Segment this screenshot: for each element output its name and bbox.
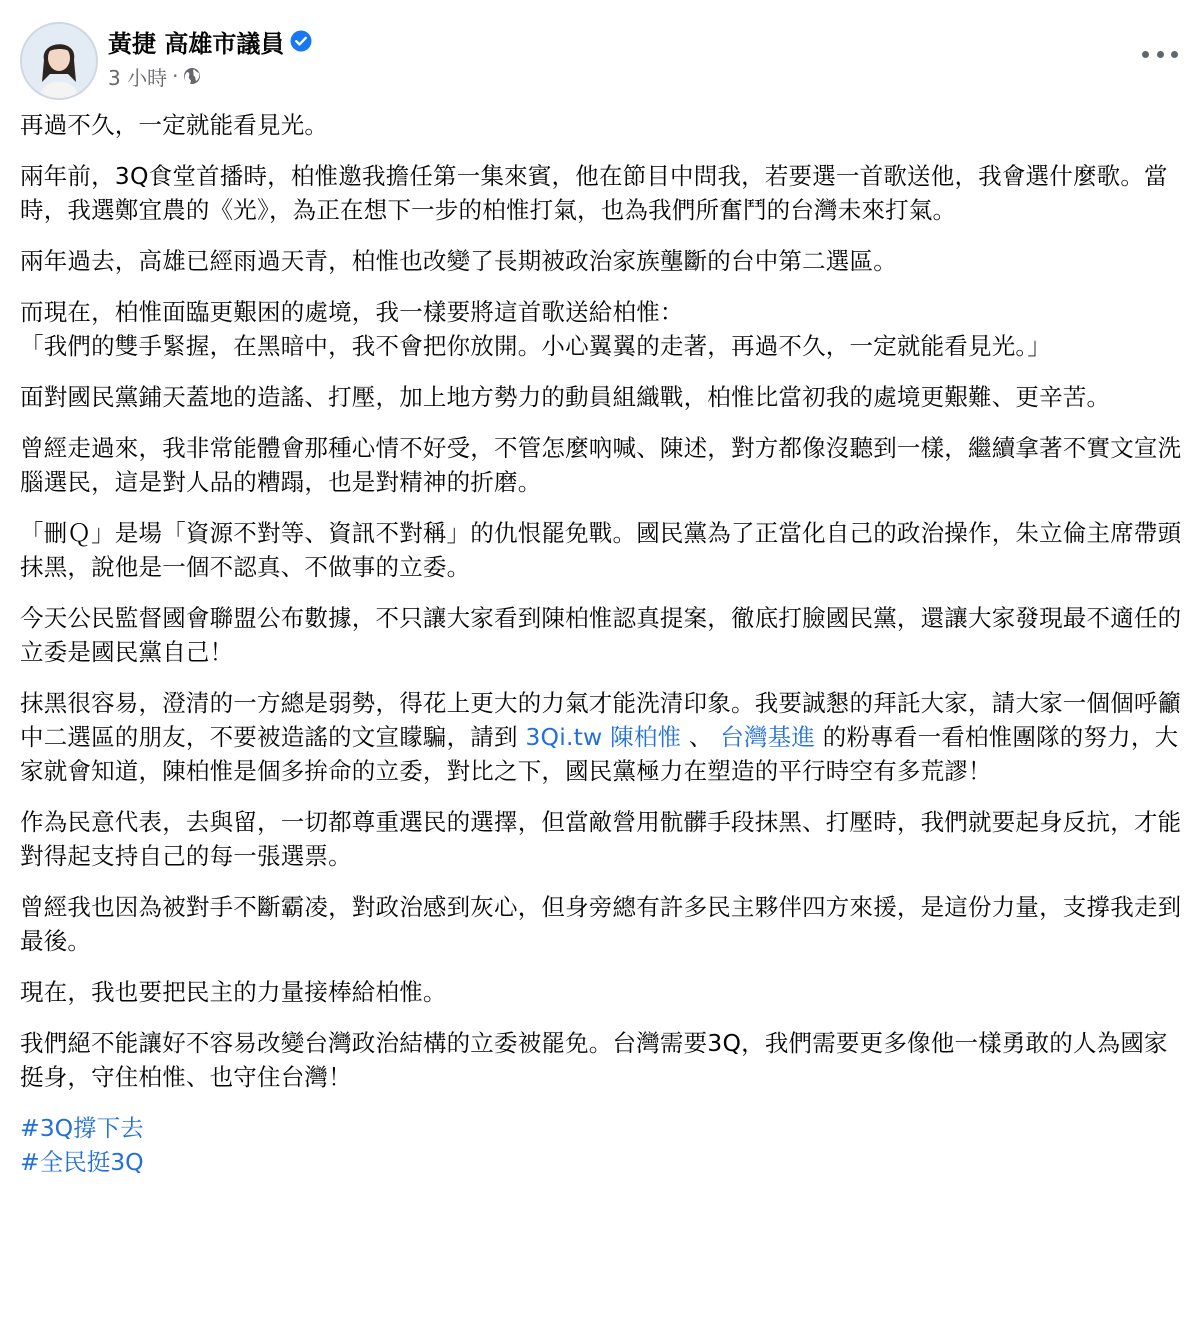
avatar-portrait-icon bbox=[22, 24, 96, 98]
hashtag-list bbox=[20, 1111, 1182, 1179]
verified-badge-icon bbox=[290, 30, 312, 52]
page-link-taiwan-statebuilding[interactable]: 台灣基進 bbox=[720, 723, 816, 751]
more-options-icon bbox=[1157, 51, 1164, 58]
paragraph: 「刪Ｑ」是場「資源不對等、資訊不對稱」的仇恨罷免戰。國民黨為了正當化自己的政治操作，朱立倫主席帶頭抹黑，說他是一個不認真、不做事的立委。 bbox=[20, 519, 1182, 581]
author-row bbox=[108, 26, 312, 56]
paragraph: 曾經走過來，我非常能體會那種心情不好受，不管怎麼吶喊、陳述，對方都像沒聽到一樣，繼續拿著不實文宣洗腦選民，這是對人品的糟蹋，也是對精神的折磨。 bbox=[20, 434, 1182, 496]
paragraph: 我們絕不能讓好不容易改變台灣政治結構的立委被罷免。台灣需要3Q，我們需要更多像他一樣勇敢的人為國家挺身，守住柏惟、也守住台灣！ bbox=[20, 1029, 1168, 1091]
paragraph: 曾經我也因為被對手不斷霸凌，對政治感到灰心，但身旁總有許多民主夥伴四方來援，是這份力量，支撐我走到最後。 bbox=[20, 893, 1182, 955]
more-options-icon bbox=[1142, 51, 1149, 58]
author-name[interactable]: 黃捷 高雄市議員 bbox=[108, 29, 285, 58]
paragraph: 兩年過去，高雄已經雨過天青，柏惟也改變了長期被政治家族壟斷的台中第二選區。 bbox=[20, 247, 897, 275]
more-options-icon bbox=[1171, 51, 1178, 58]
post-meta bbox=[108, 62, 201, 90]
paragraph bbox=[20, 686, 1182, 788]
hashtag-link[interactable]: #全民挺3Q bbox=[20, 1148, 144, 1176]
meta-separator: · bbox=[172, 64, 179, 88]
paragraph: 現在，我也要把民主的力量接棒給柏惟。 bbox=[20, 978, 447, 1006]
paragraph: 今天公民監督國會聯盟公布數據，不只讓大家看到陳柏惟認真提案，徹底打臉國民黨，還讓大家發現最不適任的立委是國民黨自己！ bbox=[20, 604, 1182, 666]
avatar[interactable] bbox=[20, 22, 98, 100]
paragraph: 作為民意代表，去與留，一切都尊重選民的選擇，但當敵營用骯髒手段抹黑、打壓時，我們就要起身反抗，才能對得起支持自己的每一張選票。 bbox=[20, 808, 1182, 870]
paragraph: 兩年前，3Q食堂首播時，柏惟邀我擔任第一集來賓，他在節目中問我，若要選一首歌送他，我會選什麼歌。當時，我選鄭宜農的《光》，為正在想下一步的柏惟打氣，也為我們所奮鬥的台灣未來打氣。 bbox=[20, 162, 1168, 224]
globe-icon[interactable] bbox=[183, 67, 201, 85]
paragraph: 面對國民黨鋪天蓋地的造謠、打壓，加上地方勢力的動員組織戰，柏惟比當初我的處境更艱難、更辛苦。 bbox=[20, 383, 1111, 411]
paragraph: 再過不久，一定就能看見光。 bbox=[20, 111, 329, 139]
post-header bbox=[20, 22, 1180, 102]
paragraph-text: 的粉專看一看柏惟團隊的努力，大家就會知道，陳柏惟是個多拚命的立委，對比之下，國民黨極力在塑造的平行時空有多荒謬！ bbox=[20, 723, 1179, 785]
hashtag-link[interactable]: #3Q撐下去 bbox=[20, 1114, 144, 1142]
page-link-3qi[interactable]: 3Qi.tw 陳柏惟 bbox=[525, 723, 682, 751]
paragraph-text: 、 bbox=[681, 723, 721, 751]
paragraph-text: 抹黑很容易，澄清的一方總是弱勢，得花上更大的力氣才能洗清印象。我要誠懇的拜託大家，請大家一個個呼籲中二選區的朋友，不要被造謠的文宣矇騙，請到 bbox=[20, 689, 1182, 751]
post-body bbox=[20, 108, 1182, 1179]
more-options-button[interactable] bbox=[1142, 44, 1178, 64]
lyrics-quote: 「我們的雙手緊握，在黑暗中，我不會把你放開。小心翼翼的走著，再過不久，一定就能看見光。」 bbox=[20, 332, 1052, 360]
post-timestamp[interactable]: 3 小時 bbox=[108, 65, 168, 90]
paragraph-line: 而現在，柏惟面臨更艱困的處境，我一樣要將這首歌送給柏惟： bbox=[20, 298, 684, 326]
paragraph bbox=[20, 295, 1182, 363]
